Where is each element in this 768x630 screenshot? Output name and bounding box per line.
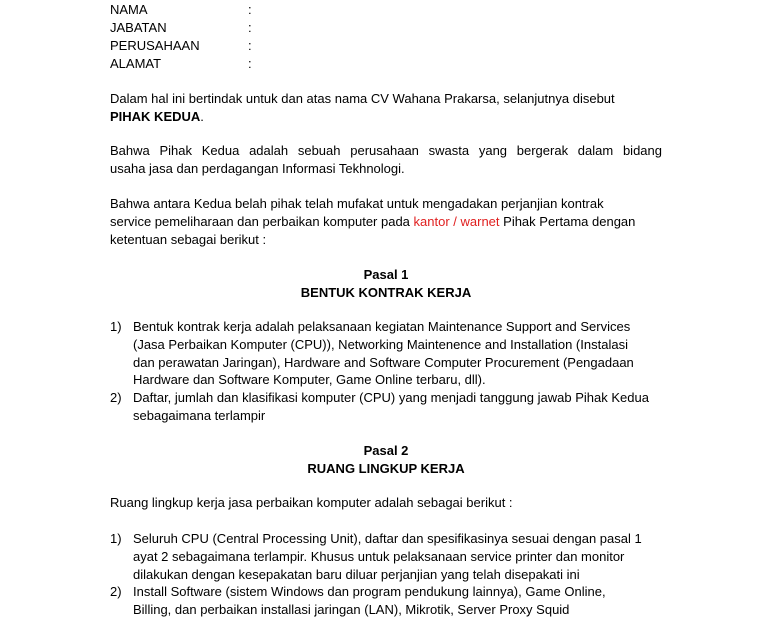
list-line: Seluruh CPU (Central Processing Unit), daftar dan spesifikasinya sesuai dengan pasal 1 — [133, 531, 642, 546]
paragraph-agreement — [110, 195, 662, 248]
list-line: Hardware dan Software Komputer, Game Online terbaru, dll). — [133, 372, 486, 388]
section-title: RUANG LINGKUP KERJA — [307, 461, 465, 476]
section-number: Pasal 2 — [363, 443, 409, 458]
paragraph-scope-intro — [110, 494, 662, 512]
paragraph-representation — [110, 90, 662, 126]
paragraph-text: Pihak Pertama dengan — [499, 213, 636, 229]
list-item — [110, 389, 700, 425]
list-item — [110, 583, 700, 619]
paragraph-line: Bahwa Pihak Kedua adalah sebuah perusahaan swasta yang bergerak dalam bidang — [110, 143, 662, 158]
list-line: ayat 2 sebagaimana terlampir. Khusus untuk pelaksanaan service printer dan monitor — [133, 548, 625, 564]
paragraph-line: Bahwa antara Kedua belah pihak telah mufakat untuk mengadakan perjanjian kontrak — [110, 196, 604, 211]
list-line: Install Software (sistem Windows dan program pendukung lainnya), Game Online, — [133, 584, 606, 600]
list-item — [110, 318, 700, 389]
list-number: 2) — [110, 390, 122, 406]
field-label: JABATAN — [110, 20, 167, 35]
paragraph-text: service pemeliharaan dan perbaikan komputer pada — [110, 213, 414, 229]
pasal2-list — [110, 530, 700, 619]
paragraph-line: Dalam hal ini bertindak untuk dan atas nama CV Wahana Prakarsa, selanjutnya disebut — [110, 91, 615, 106]
field-label: ALAMAT — [110, 56, 162, 71]
highlighted-text: kantor / warnet — [413, 213, 500, 229]
field-separator: : — [248, 56, 252, 71]
paragraph-line: usaha jasa dan perdagangan Informasi Tekhnologi. — [110, 160, 405, 176]
list-line: (Jasa Perbaikan Komputer (CPU)), Networking Maintenence and Installation (Instalasi — [133, 336, 628, 352]
list-line: sebagaimana terlampir — [133, 407, 266, 423]
paragraph-line: Ruang lingkup kerja jasa perbaikan komputer adalah sebagai berikut : — [110, 495, 513, 510]
paragraph-text: . — [200, 108, 204, 124]
list-line: Billing, dan perbaikan installasi jaringan (LAN), Mikrotik, Server Proxy Squid — [133, 602, 570, 618]
pasal1-list — [110, 318, 700, 425]
field-separator: : — [248, 38, 252, 53]
list-line: dan perawatan Jaringan), Hardware and Software Computer Procurement (Pengadaan — [133, 354, 634, 370]
list-item — [110, 530, 700, 583]
list-number: 1) — [110, 319, 122, 334]
list-number: 2) — [110, 584, 122, 600]
paragraph-line: ketentuan sebagai berikut : — [110, 231, 267, 247]
list-line: Daftar, jumlah dan klasifikasi komputer (CPU) yang menjadi tanggung jawab Pihak Kedua — [133, 390, 649, 406]
section-number: Pasal 1 — [363, 267, 409, 282]
party-two-name: PIHAK KEDUA — [110, 108, 201, 124]
field-separator: : — [248, 2, 252, 17]
field-separator: : — [248, 20, 252, 35]
paragraph-party-two-description — [110, 142, 662, 178]
list-line: dilakukan dengan kesepakatan baru diluar perjanjian yang telah disepakati ini — [133, 566, 580, 582]
section-title: BENTUK KONTRAK KERJA — [300, 285, 472, 300]
field-label: NAMA — [110, 2, 148, 17]
field-label: PERUSAHAAN — [110, 38, 200, 53]
list-number: 1) — [110, 531, 122, 546]
list-line: Bentuk kontrak kerja adalah pelaksanaan kegiatan Maintenance Support and Services — [133, 319, 631, 334]
